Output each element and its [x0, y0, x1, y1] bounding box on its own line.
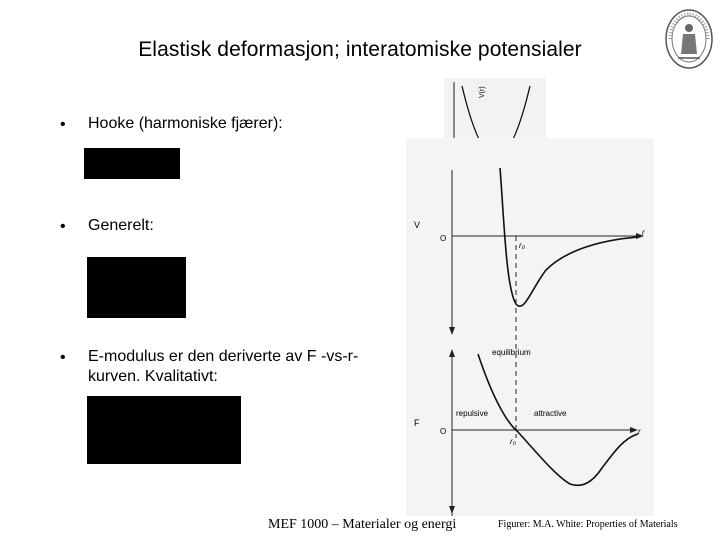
- bullet-marker: •: [60, 218, 66, 235]
- harmonic-ylabel: V(r): [479, 86, 486, 98]
- attractive-label: attractive: [534, 409, 567, 418]
- force-axis-label: F: [414, 418, 420, 428]
- potential-axis-label: V: [414, 220, 421, 230]
- force-r-label: r: [638, 427, 641, 436]
- force-origin-label: O: [440, 427, 447, 436]
- repulsive-label: repulsive: [456, 409, 489, 418]
- slide-title: Elastisk deformasjon; interatomiske potensialer: [138, 38, 582, 61]
- figure-credit: Figurer: M.A. White: Properties of Materials: [498, 519, 678, 530]
- potential-r0-label: r₀: [519, 241, 526, 250]
- slide-footer: MEF 1000 – Materialer og energi: [268, 517, 457, 532]
- bullet-marker: •: [60, 116, 66, 133]
- force-r0-label: r₀: [510, 437, 517, 446]
- potential-force-figure: [406, 138, 654, 516]
- bullet-generelt: Generelt:: [88, 217, 154, 234]
- formula-emodulus-image: [87, 396, 241, 464]
- potential-r-label: r: [642, 228, 645, 237]
- formula-hooke-image: [84, 148, 180, 179]
- potential-origin-label: O: [440, 234, 447, 243]
- university-seal-icon: [664, 8, 714, 70]
- bullet-marker: •: [60, 349, 66, 366]
- bullet-emodulus: E-modulus er den deriverte av F -vs-r-kurven. Kvalitativt:: [88, 348, 359, 385]
- bullet-hooke: Hooke (harmoniske fjærer):: [88, 115, 283, 132]
- equilibrium-label: equilibrium: [492, 348, 531, 357]
- formula-general-image: [87, 257, 186, 318]
